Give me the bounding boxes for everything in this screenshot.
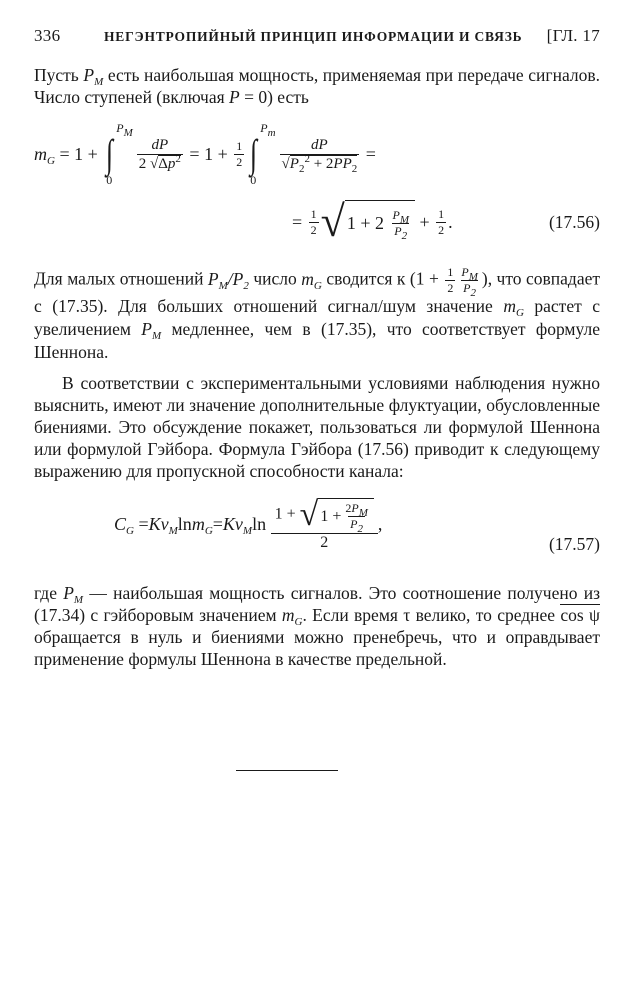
paragraph-2: Для малых отношений $P_M/P_2$ число $m_G$ сводится к (1 + $\frac{1}{2}$ $\frac{P_M}{P_2}$ ), что совпадает с (17.35). Для больших отношений сигнал/шум значение $m_G$ растет с увеличением $P_M$ медленнее, чем в (17.35), что соответствует формуле Шеннона.: [34, 265, 601, 362]
running-title: НЕГЭНТРОПИЙНЫЙ ПРИНЦИП ИНФОРМАЦИИ И СВЯЗЬ: [104, 29, 523, 44]
page-number: 336: [34, 26, 61, 45]
chapter-marker: [ГЛ. 17: [546, 26, 600, 45]
paragraph-3: В соответствии с экспериментальными условиями наблюдения нужно выяснить, имеют ли значение дополнительные флуктуации, обусловленные биениями. Это обсуждение покажет, пользоваться ли формулой Шеннона или формулой Гэйбора. Формула Гэйбора (17.56) приводит к следующему выражению для пропускной способности канала:: [34, 373, 600, 481]
math-pm: $P_M$: [83, 65, 104, 88]
paragraph-4: где $P_M$ — наибольшая мощность сигналов. Это соотношение получено из (17.34) с гэйборовым значением $m_G$. Если время τ велико, то среднее cos ψ обращается в нуль и биениями можно пренебречь, что и оправдывает применение формулы Шеннона в качестве предельной.: [34, 583, 600, 669]
end-rule: [236, 770, 338, 771]
equation-line-2: = $\frac{1}{2}$ √ 1 + 2 $\frac{P_M}{P_2}$ + $\frac{1}{2}$ .: [292, 197, 453, 246]
equation-17-57: [34, 490, 600, 582]
math-p-eq-0: P: [229, 87, 240, 107]
integral-2: $P_m$ ∫ 0: [250, 121, 276, 187]
equation-number-17-56: (17.56): [548, 212, 600, 232]
book-page: [34, 26, 600, 670]
sqrt-term: √ 1 + 2 $\frac{P_M}{P_2}$: [321, 200, 415, 244]
equation-17-56: [34, 114, 600, 264]
running-header: [34, 26, 600, 46]
equation-line-1: $m_G$ = 1 + $P_M$ ∫ 0 $\frac{dP}{2 √\Delta p^2}$ = 1 + $\frac{1}{2}$ $P_m$ ∫ 0 $\frac{dP}{√P_2^2 + 2PP_2}$ =: [34, 121, 376, 187]
equation-57-body: $C_G$ = $K\nu_M$ ln $m_G$ = $K\nu_M$ ln 1 + √ 1 + $\frac{2P_M}{P_2}$ 2 ,: [114, 496, 383, 551]
integral-1: $P_M$ ∫ 0: [106, 121, 133, 187]
equation-number-17-57: (17.57): [548, 534, 600, 554]
paragraph-1: Пусть $P_M$ есть наибольшая мощность, применяемая при передаче сигналов. Число ступеней (включая P = 0) есть: [34, 65, 600, 107]
